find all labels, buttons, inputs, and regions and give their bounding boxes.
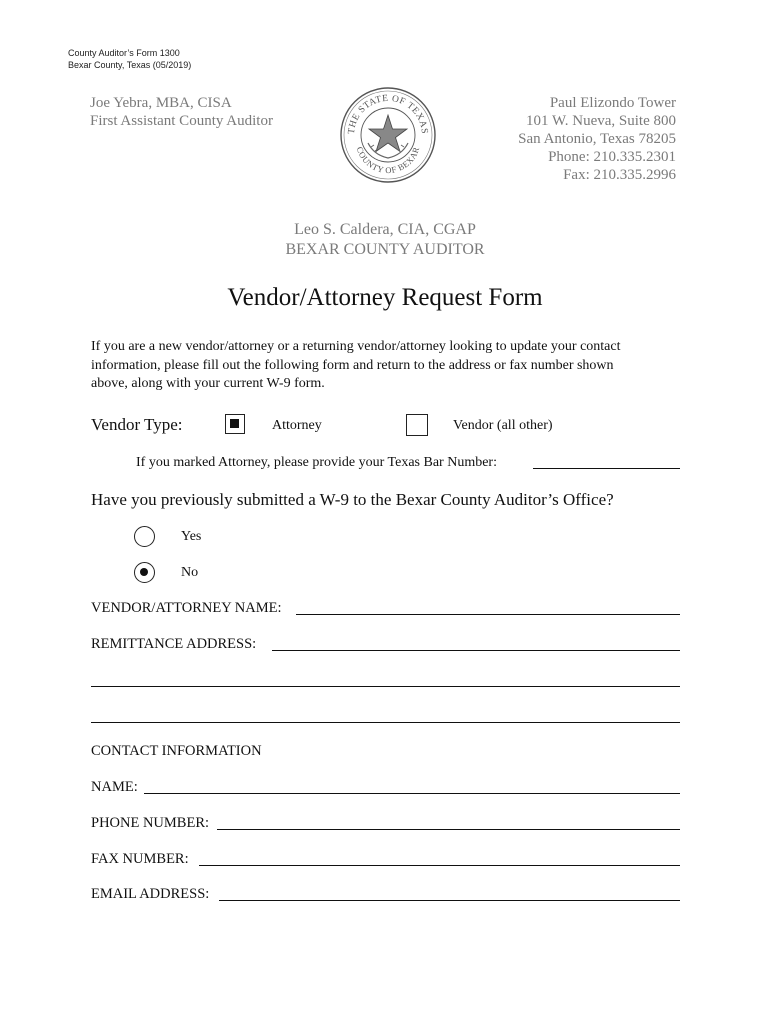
phone-number-field[interactable] [217, 829, 680, 830]
office-phone: Phone: 210.335.2301 [548, 149, 676, 165]
seal-top-text: THE STATE OF TEXAS [346, 93, 430, 135]
office-fax: Fax: 210.335.2996 [563, 167, 676, 183]
bar-number-label: If you marked Attorney, please provide your Texas Bar Number: [136, 455, 497, 470]
w9-yes-label: Yes [181, 529, 202, 544]
fax-number-field[interactable] [199, 865, 680, 866]
building-name: Paul Elizondo Tower [549, 95, 676, 111]
contact-name-label: NAME: [91, 779, 138, 795]
remittance-address-field-3[interactable] [91, 722, 680, 723]
w9-no-radio[interactable] [134, 562, 155, 583]
w9-question: Have you previously submitted a W-9 to the Bexar County Auditor’s Office? [91, 490, 614, 509]
phone-number-label: PHONE NUMBER: [91, 815, 210, 831]
intro-line-2: information, please fill out the following form and return to the address or fax number shown [91, 357, 614, 373]
form-id [68, 47, 191, 71]
remittance-address-field-1[interactable] [272, 650, 680, 651]
email-address-field[interactable] [219, 900, 680, 901]
w9-no-label: No [181, 565, 199, 580]
w9-no-radio-dot [140, 568, 148, 576]
remittance-address-field-2[interactable] [91, 686, 680, 687]
intro-paragraph [91, 338, 691, 394]
vendor-other-option-label: Vendor (all other) [453, 418, 553, 433]
email-address-label: EMAIL ADDRESS: [91, 886, 210, 902]
vendor-other-checkbox[interactable] [406, 414, 428, 436]
county-auditor-name: Leo S. Caldera, CIA, CGAP [294, 221, 476, 238]
remittance-address-label: REMITTANCE ADDRESS: [91, 636, 257, 652]
county-auditor-title: BEXAR COUNTY AUDITOR [285, 241, 485, 258]
intro-line-1: If you are a new vendor/attorney or a returning vendor/attorney looking to update your contact [91, 339, 621, 354]
form-number: County Auditor’s Form 1300 [68, 48, 180, 58]
county-auditor-block [0, 220, 770, 260]
assistant-auditor-name: Joe Yebra, MBA, CISA [90, 95, 232, 111]
assistant-auditor-title: First Assistant County Auditor [90, 113, 273, 129]
bar-number-field[interactable] [533, 468, 680, 469]
vendor-name-field[interactable] [296, 614, 680, 615]
attorney-checkbox[interactable] [225, 414, 245, 434]
vendor-type-label: Vendor Type: [91, 415, 183, 434]
intro-line-3: above, along with your current W-9 form. [91, 376, 325, 391]
street-address: 101 W. Nueva, Suite 800 [526, 113, 676, 129]
svg-text:COUNTY OF BEXAR [355, 145, 422, 175]
office-address-block [518, 94, 676, 184]
attorney-checkbox-mark [230, 419, 239, 428]
seal-image [338, 85, 438, 185]
assistant-auditor-block [90, 94, 273, 130]
vendor-name-label: VENDOR/ATTORNEY NAME: [91, 600, 282, 616]
contact-name-field[interactable] [144, 793, 680, 794]
fax-number-label: FAX NUMBER: [91, 851, 189, 867]
attorney-option-label: Attorney [272, 418, 322, 433]
seal-bottom-text: COUNTY OF BEXAR [354, 145, 422, 176]
page-title: Vendor/Attorney Request Form [227, 284, 543, 311]
form-revision: Bexar County, Texas (05/2019) [68, 60, 192, 70]
city-state-zip: San Antonio, Texas 78205 [518, 131, 676, 147]
w9-yes-radio[interactable] [134, 526, 155, 547]
contact-information-heading: CONTACT INFORMATION [91, 743, 262, 759]
county-seal [338, 85, 438, 185]
